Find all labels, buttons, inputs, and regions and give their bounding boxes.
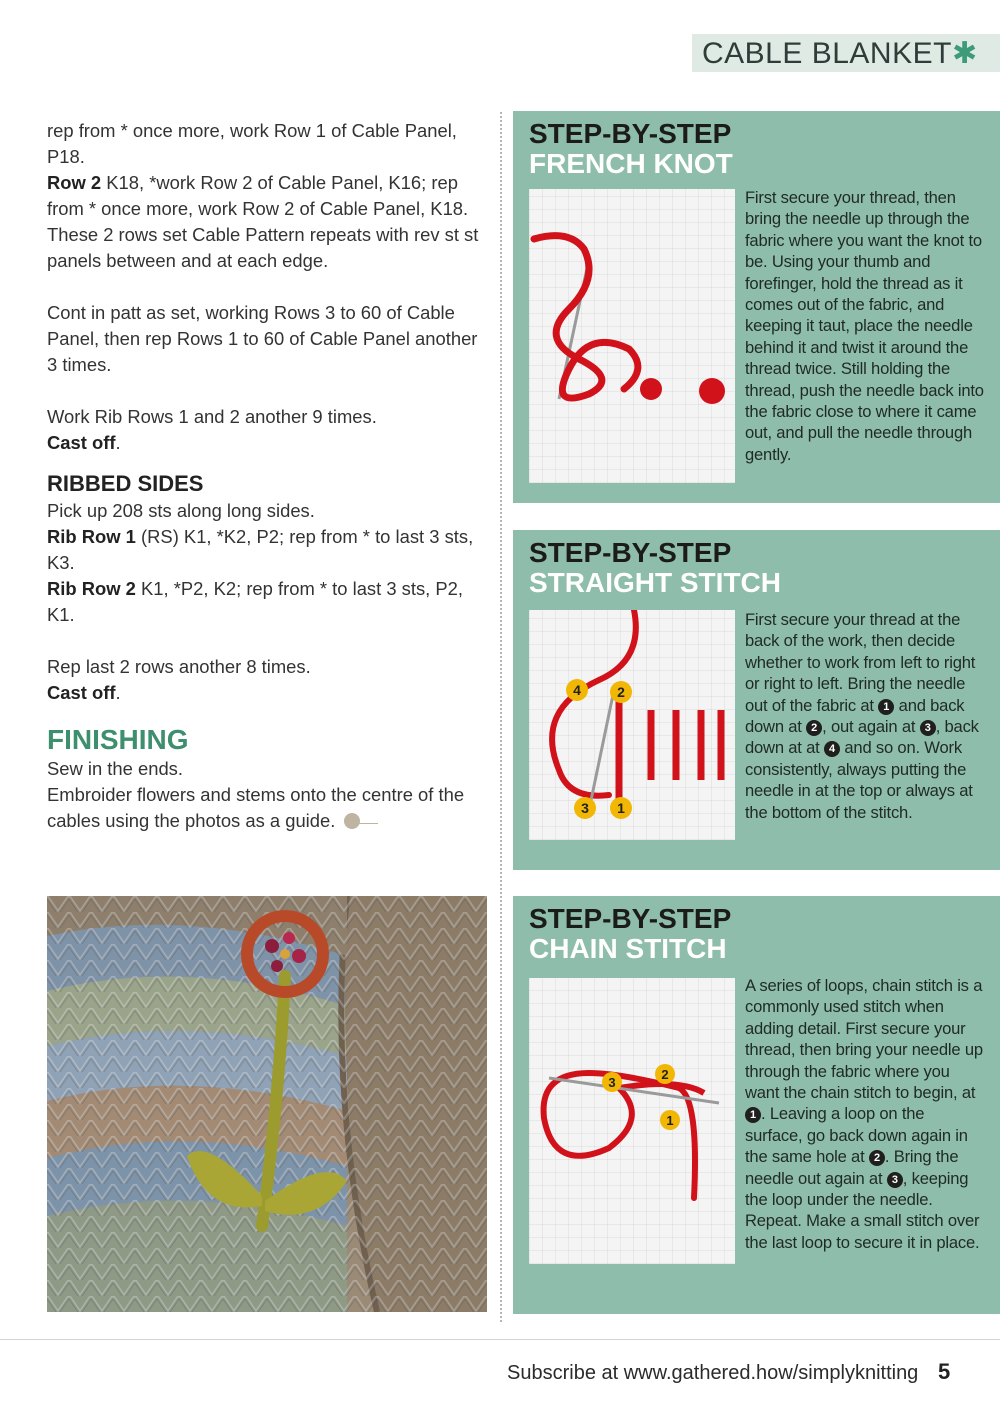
- french-knot-box: [513, 111, 1000, 503]
- svg-text:1: 1: [617, 800, 625, 816]
- straight-stitch-instructions: First secure your thread at the back of the work, then decide whether to work from left to right or right to left. Bring the needle out of the fabric at 1 and back down at 2 , out again at 3 , back down at at 4 and so on. Work consistently, always putting the needle in at the top or always at the bottom of the stitch.: [745, 610, 979, 822]
- straight-stitch-illustration: [529, 610, 735, 840]
- instruction-paragraph: Pick up 208 sts along long sides.: [47, 500, 315, 521]
- step-number-icon: 3: [887, 1172, 903, 1188]
- svg-text:2: 2: [661, 1067, 669, 1082]
- box-kicker: STEP-BY-STEP: [529, 537, 732, 568]
- instruction-paragraph: These 2 rows set Cable Pattern repeats with rev st st panels between and at each edge.: [47, 224, 479, 271]
- step-badge: [574, 797, 596, 819]
- page-number: 5: [938, 1359, 951, 1384]
- section-title-text: CABLE BLANKET: [702, 37, 952, 70]
- box-kicker: STEP-BY-STEP: [529, 118, 732, 149]
- chain-stitch-illustration: [529, 978, 735, 1264]
- row-label: Row 2: [47, 172, 102, 193]
- flower-icon: ✱: [951, 37, 978, 70]
- french-knot-dot: [699, 378, 725, 404]
- instruction-paragraph: Cast off.: [47, 682, 121, 703]
- ribbed-sides-heading: RIBBED SIDES: [47, 471, 204, 496]
- svg-text:3: 3: [608, 1075, 616, 1090]
- instruction-paragraph: Rib Row 1 (RS) K1, *K2, P2; rep from * to last 3 sts, K3.: [47, 526, 474, 573]
- step-number-icon: 2: [806, 720, 822, 736]
- footer-rule: [0, 1339, 1000, 1340]
- instruction-paragraph: Row 2 K18, *work Row 2 of Cable Panel, K16; rep from * once more, work Row 2 of Cable Panel, K18.: [47, 172, 469, 219]
- box-title: FRENCH KNOT: [529, 148, 733, 179]
- svg-text:2: 2: [617, 684, 625, 700]
- instruction-paragraph: Rib Row 2 K1, *P2, K2; rep from * to last 3 sts, P2, K1.: [47, 578, 463, 625]
- box-title: STRAIGHT STITCH: [529, 567, 781, 598]
- finishing-heading: FINISHING: [47, 724, 189, 755]
- column-divider: [500, 112, 502, 1322]
- instruction-paragraph: Work Rib Rows 1 and 2 another 9 times.: [47, 406, 377, 427]
- french-knot-instructions: First secure your thread, then bring the needle up through the fabric where you want the knot to be. Using your thumb and forefinger, hold the thread as it comes out of the fabric, and keeping it taut, place the needle behind it and twist it around the thread twice. Still holding the thread, push the needle back into the fabric close to where it came out, and pull the needle through gently.: [745, 188, 984, 464]
- instruction-paragraph: Cont in patt as set, working Rows 3 to 60 of Cable Panel, then rep Rows 1 to 60 of Cable Panel another 3 times.: [47, 302, 478, 375]
- chain-stitch-box: [513, 896, 1000, 1314]
- step-badge: [610, 681, 632, 703]
- instruction-paragraph: Embroider flowers and stems onto the centre of the cables using the photos as a guide.: [47, 784, 465, 831]
- instruction-paragraph: Cast off.: [47, 432, 121, 453]
- step-number-icon: 1: [878, 699, 894, 715]
- step-number-icon: 1: [745, 1107, 761, 1123]
- svg-text:3: 3: [581, 800, 589, 816]
- step-number-icon: 2: [869, 1150, 885, 1166]
- step-badge: [660, 1110, 680, 1130]
- french-knot-illustration: [529, 189, 735, 483]
- instruction-paragraph: rep from * once more, work Row 1 of Cable Panel, P18.: [47, 120, 457, 167]
- pattern-instructions: [47, 118, 492, 834]
- step-badge: [602, 1072, 622, 1092]
- step-badge: [655, 1064, 675, 1084]
- french-knot-dot: [640, 378, 662, 400]
- straight-stitch-box: [513, 530, 1000, 870]
- subscribe-link[interactable]: Subscribe at www.gathered.how/simplyknitting: [507, 1362, 919, 1384]
- instruction-paragraph: Rep last 2 rows another 8 times.: [47, 656, 311, 677]
- step-badge: [566, 679, 588, 701]
- step-badge: [610, 797, 632, 819]
- step-number-icon: 3: [920, 720, 936, 736]
- embroidered-flower-photo: [47, 896, 487, 1312]
- section-title: [702, 36, 978, 72]
- svg-text:4: 4: [573, 682, 581, 698]
- box-title: CHAIN STITCH: [529, 933, 727, 964]
- instruction-paragraph: Sew in the ends.: [47, 758, 183, 779]
- yarn-ball-icon: [344, 813, 360, 829]
- box-kicker: STEP-BY-STEP: [529, 903, 732, 934]
- chain-stitch-instructions: A series of loops, chain stitch is a commonly used stitch when adding detail. First secure your thread, then bring your needle up through the fabric where you want the chain stitch to begin, at 1 . Leaving a loop on the surface, go back down again in the same hole at 2 . Bring the needle out again at 3 , keeping the loop under the needle. Repeat. Make a small stitch over the last loop to secure it in place.: [745, 976, 983, 1252]
- svg-text:1: 1: [666, 1113, 674, 1128]
- step-number-icon: 4: [824, 741, 840, 757]
